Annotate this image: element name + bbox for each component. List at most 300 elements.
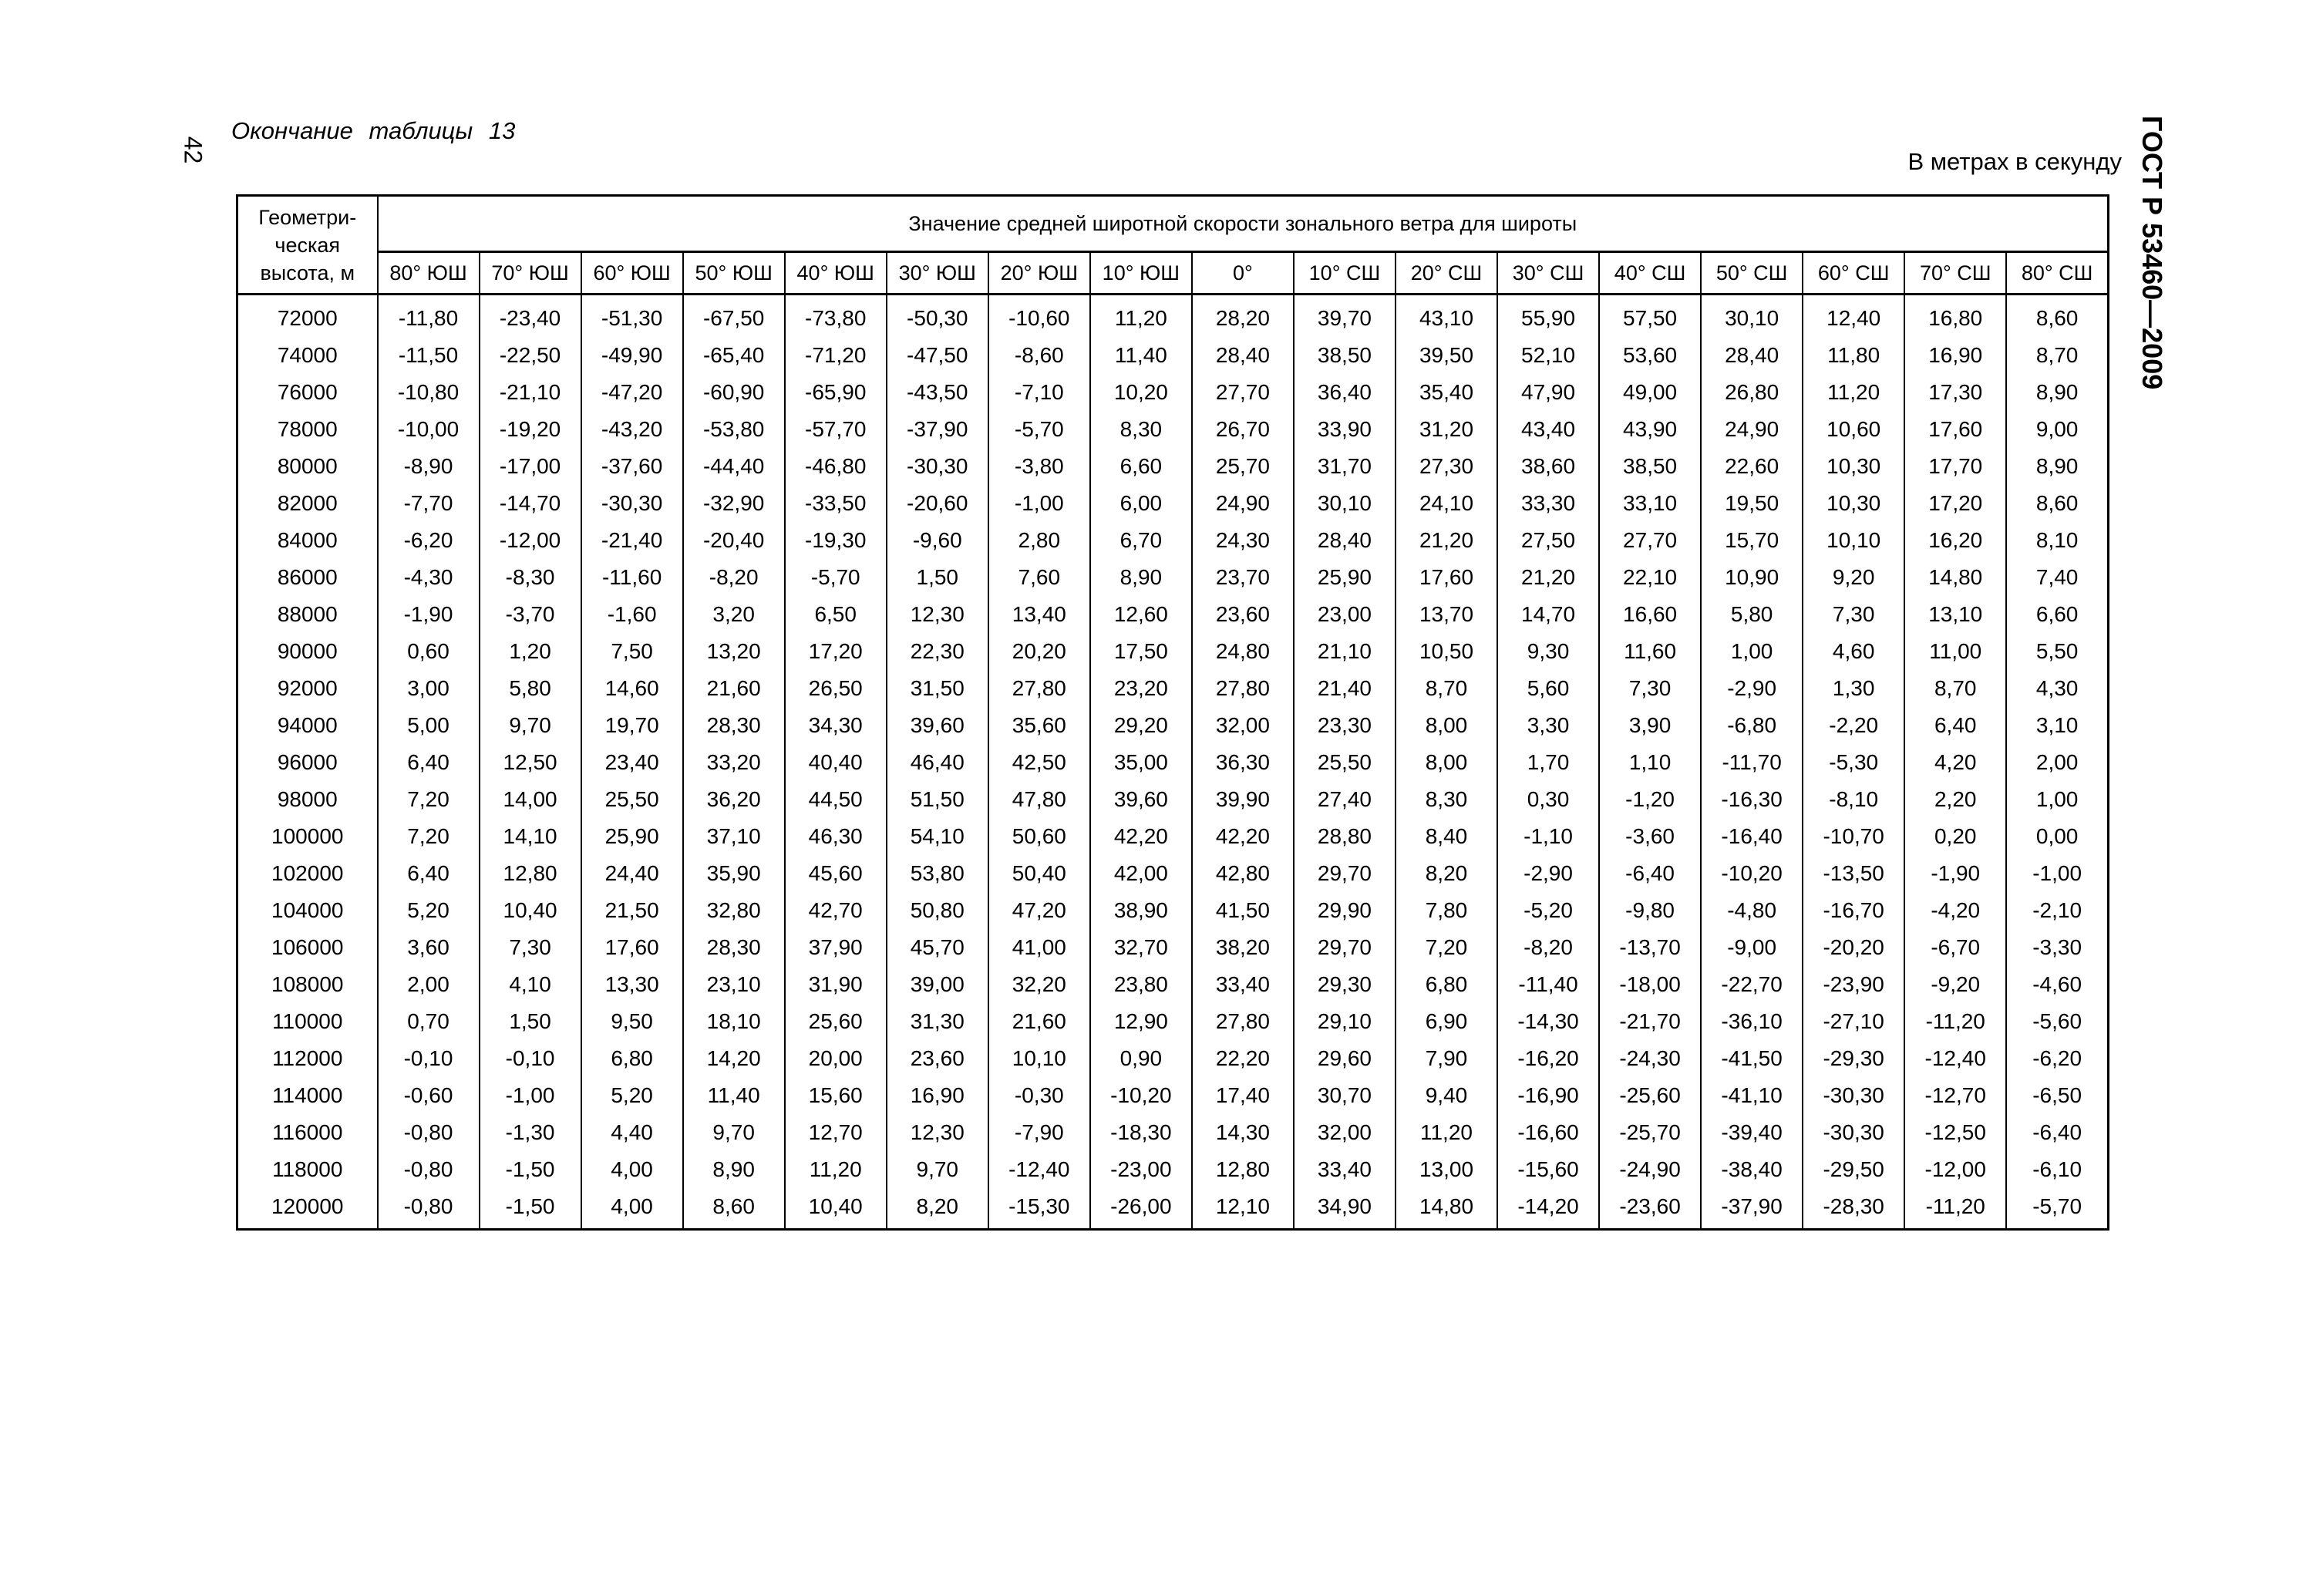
altitude-cell: 118000 — [237, 1151, 378, 1188]
value-cell: 16,80 — [1904, 295, 2006, 338]
value-cell: -37,90 — [887, 411, 988, 448]
value-cell: 25,90 — [1294, 559, 1396, 596]
value-cell: 8,90 — [2006, 448, 2108, 485]
value-cell: 7,20 — [378, 818, 480, 855]
altitude-cell: 98000 — [237, 781, 378, 818]
value-cell: 25,60 — [785, 1003, 887, 1040]
value-cell: 28,80 — [1294, 818, 1396, 855]
value-cell: 21,20 — [1497, 559, 1599, 596]
value-cell: 5,00 — [378, 707, 480, 744]
column-header: 0° — [1192, 252, 1294, 295]
value-cell: 17,50 — [1090, 633, 1192, 670]
value-cell: 43,90 — [1599, 411, 1701, 448]
table-row — [237, 374, 2109, 411]
value-cell: 11,20 — [785, 1151, 887, 1188]
value-cell: 49,00 — [1599, 374, 1701, 411]
value-cell: 11,20 — [1803, 374, 1904, 411]
value-cell: 29,20 — [1090, 707, 1192, 744]
value-cell: 44,50 — [785, 781, 887, 818]
value-cell: -1,60 — [581, 596, 683, 633]
value-cell: -2,90 — [1497, 855, 1599, 892]
value-cell: 31,20 — [1396, 411, 1497, 448]
value-cell: 8,90 — [2006, 374, 2108, 411]
value-cell: 42,20 — [1090, 818, 1192, 855]
value-cell: 19,50 — [1701, 485, 1803, 522]
value-cell: 0,60 — [378, 633, 480, 670]
value-cell: -21,40 — [581, 522, 683, 559]
value-cell: 23,60 — [887, 1040, 988, 1077]
altitude-cell: 74000 — [237, 337, 378, 374]
value-cell: 11,20 — [1090, 295, 1192, 338]
value-cell: 16,20 — [1904, 522, 2006, 559]
value-cell: 12,80 — [480, 855, 581, 892]
table-row — [237, 448, 2109, 485]
value-cell: 27,80 — [988, 670, 1090, 707]
value-cell: 7,80 — [1396, 892, 1497, 929]
value-cell: 8,70 — [1396, 670, 1497, 707]
value-cell: 11,40 — [1090, 337, 1192, 374]
value-cell: 39,90 — [1192, 781, 1294, 818]
value-cell: 7,20 — [378, 781, 480, 818]
value-cell: -1,90 — [378, 596, 480, 633]
value-cell: -37,90 — [1701, 1188, 1803, 1230]
value-cell: -13,70 — [1599, 929, 1701, 966]
value-cell: -3,80 — [988, 448, 1090, 485]
value-cell: 18,10 — [683, 1003, 785, 1040]
table-row — [237, 966, 2109, 1003]
value-cell: 55,90 — [1497, 295, 1599, 338]
value-cell: -10,00 — [378, 411, 480, 448]
value-cell: -8,20 — [1497, 929, 1599, 966]
value-cell: -60,90 — [683, 374, 785, 411]
value-cell: -0,80 — [378, 1114, 480, 1151]
value-cell: 35,90 — [683, 855, 785, 892]
altitude-cell: 110000 — [237, 1003, 378, 1040]
value-cell: 17,30 — [1904, 374, 2006, 411]
value-cell: -5,70 — [2006, 1188, 2108, 1230]
value-cell: 10,20 — [1090, 374, 1192, 411]
column-header: 70° СШ — [1904, 252, 2006, 295]
value-cell: 23,20 — [1090, 670, 1192, 707]
value-cell: 21,50 — [581, 892, 683, 929]
table-row — [237, 295, 2109, 338]
value-cell: 46,40 — [887, 744, 988, 781]
value-cell: 8,70 — [1904, 670, 2006, 707]
value-cell: -1,30 — [480, 1114, 581, 1151]
value-cell: -1,20 — [1599, 781, 1701, 818]
value-cell: -1,00 — [2006, 855, 2108, 892]
value-cell: -3,30 — [2006, 929, 2108, 966]
value-cell: -43,20 — [581, 411, 683, 448]
value-cell: 17,70 — [1904, 448, 2006, 485]
altitude-cell: 116000 — [237, 1114, 378, 1151]
column-header: 30° ЮШ — [887, 252, 988, 295]
table-row — [237, 559, 2109, 596]
value-cell: 36,40 — [1294, 374, 1396, 411]
value-cell: 17,60 — [1396, 559, 1497, 596]
value-cell: -43,50 — [887, 374, 988, 411]
table-row — [237, 781, 2109, 818]
value-cell: 0,20 — [1904, 818, 2006, 855]
value-cell: 6,50 — [785, 596, 887, 633]
value-cell: 39,60 — [1090, 781, 1192, 818]
value-cell: -3,60 — [1599, 818, 1701, 855]
value-cell: -11,60 — [581, 559, 683, 596]
value-cell: 3,00 — [378, 670, 480, 707]
value-cell: 16,90 — [1904, 337, 2006, 374]
value-cell: -36,10 — [1701, 1003, 1803, 1040]
value-cell: -0,80 — [378, 1151, 480, 1188]
value-cell: 24,90 — [1192, 485, 1294, 522]
value-cell: 33,30 — [1497, 485, 1599, 522]
value-cell: 14,00 — [480, 781, 581, 818]
value-cell: 1,00 — [2006, 781, 2108, 818]
value-cell: 7,30 — [1599, 670, 1701, 707]
value-cell: 23,70 — [1192, 559, 1294, 596]
value-cell: -39,40 — [1701, 1114, 1803, 1151]
value-cell: 11,00 — [1904, 633, 2006, 670]
value-cell: 42,70 — [785, 892, 887, 929]
value-cell: 12,90 — [1090, 1003, 1192, 1040]
value-cell: 14,70 — [1497, 596, 1599, 633]
value-cell: 8,30 — [1396, 781, 1497, 818]
value-cell: 6,60 — [2006, 596, 2108, 633]
value-cell: 17,20 — [1904, 485, 2006, 522]
table-header-row-group — [237, 196, 2109, 252]
altitude-cell: 102000 — [237, 855, 378, 892]
value-cell: 6,00 — [1090, 485, 1192, 522]
value-cell: 8,60 — [2006, 485, 2108, 522]
value-cell: -4,30 — [378, 559, 480, 596]
value-cell: 17,40 — [1192, 1077, 1294, 1114]
value-cell: 15,70 — [1701, 522, 1803, 559]
value-cell: 13,30 — [581, 966, 683, 1003]
value-cell: 8,60 — [683, 1188, 785, 1230]
altitude-cell: 106000 — [237, 929, 378, 966]
value-cell: 6,70 — [1090, 522, 1192, 559]
value-cell: 23,10 — [683, 966, 785, 1003]
value-cell: 14,30 — [1192, 1114, 1294, 1151]
value-cell: -15,60 — [1497, 1151, 1599, 1188]
value-cell: 30,10 — [1701, 295, 1803, 338]
value-cell: 9,50 — [581, 1003, 683, 1040]
altitude-cell: 80000 — [237, 448, 378, 485]
value-cell: 45,70 — [887, 929, 988, 966]
value-cell: -5,60 — [2006, 1003, 2108, 1040]
value-cell: -1,50 — [480, 1188, 581, 1230]
value-cell: -16,90 — [1497, 1077, 1599, 1114]
value-cell: 30,10 — [1294, 485, 1396, 522]
value-cell: 0,30 — [1497, 781, 1599, 818]
value-cell: -24,90 — [1599, 1151, 1701, 1188]
table-row — [237, 929, 2109, 966]
value-cell: 8,00 — [1396, 707, 1497, 744]
value-cell: -44,40 — [683, 448, 785, 485]
value-cell: -5,70 — [988, 411, 1090, 448]
value-cell: 10,50 — [1396, 633, 1497, 670]
value-cell: -53,80 — [683, 411, 785, 448]
value-cell: 8,00 — [1396, 744, 1497, 781]
value-cell: 27,40 — [1294, 781, 1396, 818]
value-cell: -1,10 — [1497, 818, 1599, 855]
value-cell: -7,10 — [988, 374, 1090, 411]
value-cell: -12,00 — [1904, 1151, 2006, 1188]
value-cell: 26,50 — [785, 670, 887, 707]
value-cell: 53,80 — [887, 855, 988, 892]
value-cell: 3,10 — [2006, 707, 2108, 744]
value-cell: -9,20 — [1904, 966, 2006, 1003]
table-row — [237, 855, 2109, 892]
value-cell: -57,70 — [785, 411, 887, 448]
value-cell: -26,00 — [1090, 1188, 1192, 1230]
table-row — [237, 485, 2109, 522]
value-cell: 8,30 — [1090, 411, 1192, 448]
value-cell: 54,10 — [887, 818, 988, 855]
value-cell: 3,30 — [1497, 707, 1599, 744]
value-cell: -16,40 — [1701, 818, 1803, 855]
value-cell: 46,30 — [785, 818, 887, 855]
value-cell: -51,30 — [581, 295, 683, 338]
value-cell: 38,20 — [1192, 929, 1294, 966]
value-cell: 4,00 — [581, 1151, 683, 1188]
value-cell: -67,50 — [683, 295, 785, 338]
value-cell: -0,30 — [988, 1077, 1090, 1114]
value-cell: -16,60 — [1497, 1114, 1599, 1151]
altitude-cell: 72000 — [237, 295, 378, 338]
value-cell: 5,80 — [480, 670, 581, 707]
value-cell: 39,60 — [887, 707, 988, 744]
value-cell: 42,20 — [1192, 818, 1294, 855]
value-cell: 39,50 — [1396, 337, 1497, 374]
value-cell: 25,70 — [1192, 448, 1294, 485]
value-cell: -9,60 — [887, 522, 988, 559]
value-cell: 11,60 — [1599, 633, 1701, 670]
value-cell: 38,50 — [1294, 337, 1396, 374]
value-cell: 16,60 — [1599, 596, 1701, 633]
page-number: 42 — [179, 136, 207, 164]
value-cell: 9,70 — [887, 1151, 988, 1188]
altitude-cell: 78000 — [237, 411, 378, 448]
value-cell: 8,60 — [2006, 295, 2108, 338]
value-cell: 13,10 — [1904, 596, 2006, 633]
value-cell: 33,20 — [683, 744, 785, 781]
value-cell: 28,20 — [1192, 295, 1294, 338]
value-cell: 47,90 — [1497, 374, 1599, 411]
value-cell: 20,20 — [988, 633, 1090, 670]
value-cell: 10,30 — [1803, 448, 1904, 485]
value-cell: -28,30 — [1803, 1188, 1904, 1230]
value-cell: -14,20 — [1497, 1188, 1599, 1230]
value-cell: 9,40 — [1396, 1077, 1497, 1114]
value-cell: 39,70 — [1294, 295, 1396, 338]
value-cell: -6,50 — [2006, 1077, 2108, 1114]
value-cell: 38,50 — [1599, 448, 1701, 485]
column-header: 80° СШ — [2006, 252, 2108, 295]
value-cell: -23,60 — [1599, 1188, 1701, 1230]
value-cell: 29,70 — [1294, 855, 1396, 892]
value-cell: 34,90 — [1294, 1188, 1396, 1230]
value-cell: -4,60 — [2006, 966, 2108, 1003]
value-cell: 1,50 — [887, 559, 988, 596]
value-cell: -1,00 — [988, 485, 1090, 522]
value-cell: 51,50 — [887, 781, 988, 818]
value-cell: -3,70 — [480, 596, 581, 633]
table-row — [237, 707, 2109, 744]
value-cell: -30,30 — [1803, 1077, 1904, 1114]
value-cell: 32,70 — [1090, 929, 1192, 966]
value-cell: -5,30 — [1803, 744, 1904, 781]
value-cell: 5,20 — [378, 892, 480, 929]
value-cell: -11,20 — [1904, 1188, 2006, 1230]
stub-header: Геометри-ческая высота, м — [237, 196, 378, 295]
standard-number: ГОСТ Р 53460—2009 — [2136, 116, 2168, 390]
table-row — [237, 522, 2109, 559]
value-cell: 12,40 — [1803, 295, 1904, 338]
value-cell: -10,80 — [378, 374, 480, 411]
value-cell: 23,30 — [1294, 707, 1396, 744]
value-cell: 6,40 — [1904, 707, 2006, 744]
value-cell: 11,40 — [683, 1077, 785, 1114]
column-header: 80° ЮШ — [378, 252, 480, 295]
value-cell: 4,00 — [581, 1188, 683, 1230]
value-cell: 27,30 — [1396, 448, 1497, 485]
column-header: 70° ЮШ — [480, 252, 581, 295]
value-cell: 7,20 — [1396, 929, 1497, 966]
value-cell: -6,20 — [2006, 1040, 2108, 1077]
value-cell: 22,30 — [887, 633, 988, 670]
value-cell: -8,60 — [988, 337, 1090, 374]
value-cell: 24,80 — [1192, 633, 1294, 670]
value-cell: -19,20 — [480, 411, 581, 448]
value-cell: 8,70 — [2006, 337, 2108, 374]
value-cell: 11,20 — [1396, 1114, 1497, 1151]
value-cell: 21,10 — [1294, 633, 1396, 670]
value-cell: -49,90 — [581, 337, 683, 374]
altitude-cell: 100000 — [237, 818, 378, 855]
column-header: 40° СШ — [1599, 252, 1701, 295]
value-cell: 9,20 — [1803, 559, 1904, 596]
value-cell: -10,20 — [1701, 855, 1803, 892]
value-cell: 43,10 — [1396, 295, 1497, 338]
value-cell: -14,30 — [1497, 1003, 1599, 1040]
value-cell: 6,40 — [378, 744, 480, 781]
table-row — [237, 1114, 2109, 1151]
value-cell: 24,90 — [1701, 411, 1803, 448]
value-cell: -18,30 — [1090, 1114, 1192, 1151]
value-cell: 22,20 — [1192, 1040, 1294, 1077]
value-cell: -11,20 — [1904, 1003, 2006, 1040]
value-cell: -47,50 — [887, 337, 988, 374]
value-cell: 10,10 — [1803, 522, 1904, 559]
value-cell: 7,30 — [1803, 596, 1904, 633]
value-cell: -7,90 — [988, 1114, 1090, 1151]
value-cell: 31,30 — [887, 1003, 988, 1040]
value-cell: -10,20 — [1090, 1077, 1192, 1114]
value-cell: -15,30 — [988, 1188, 1090, 1230]
value-cell: 13,20 — [683, 633, 785, 670]
units-note: В метрах в секунду — [1907, 148, 2122, 175]
value-cell: 19,70 — [581, 707, 683, 744]
value-cell: -13,50 — [1803, 855, 1904, 892]
column-header: 50° ЮШ — [683, 252, 785, 295]
table-row — [237, 670, 2109, 707]
value-cell: 4,10 — [480, 966, 581, 1003]
value-cell: 4,30 — [2006, 670, 2108, 707]
value-cell: 6,90 — [1396, 1003, 1497, 1040]
value-cell: 6,80 — [581, 1040, 683, 1077]
value-cell: 14,60 — [581, 670, 683, 707]
value-cell: 1,00 — [1701, 633, 1803, 670]
value-cell: 27,80 — [1192, 1003, 1294, 1040]
table-row — [237, 411, 2109, 448]
altitude-cell: 84000 — [237, 522, 378, 559]
value-cell: -16,20 — [1497, 1040, 1599, 1077]
value-cell: 32,20 — [988, 966, 1090, 1003]
altitude-cell: 88000 — [237, 596, 378, 633]
value-cell: 7,90 — [1396, 1040, 1497, 1077]
column-header: 30° СШ — [1497, 252, 1599, 295]
value-cell: 6,80 — [1396, 966, 1497, 1003]
value-cell: -8,90 — [378, 448, 480, 485]
value-cell: -1,00 — [480, 1077, 581, 1114]
value-cell: -37,60 — [581, 448, 683, 485]
value-cell: 8,20 — [1396, 855, 1497, 892]
value-cell: -10,70 — [1803, 818, 1904, 855]
value-cell: -65,90 — [785, 374, 887, 411]
value-cell: 41,50 — [1192, 892, 1294, 929]
value-cell: 29,10 — [1294, 1003, 1396, 1040]
altitude-cell: 86000 — [237, 559, 378, 596]
value-cell: -5,20 — [1497, 892, 1599, 929]
column-header: 60° ЮШ — [581, 252, 683, 295]
value-cell: 3,90 — [1599, 707, 1701, 744]
value-cell: 17,60 — [1904, 411, 2006, 448]
value-cell: 2,00 — [378, 966, 480, 1003]
value-cell: 12,80 — [1192, 1151, 1294, 1188]
value-cell: 33,10 — [1599, 485, 1701, 522]
value-cell: -1,90 — [1904, 855, 2006, 892]
value-cell: 1,30 — [1803, 670, 1904, 707]
value-cell: -0,10 — [378, 1040, 480, 1077]
altitude-cell: 108000 — [237, 966, 378, 1003]
value-cell: 41,00 — [988, 929, 1090, 966]
value-cell: -20,20 — [1803, 929, 1904, 966]
value-cell: 12,60 — [1090, 596, 1192, 633]
altitude-cell: 90000 — [237, 633, 378, 670]
value-cell: 27,50 — [1497, 522, 1599, 559]
value-cell: 28,40 — [1701, 337, 1803, 374]
value-cell: 10,90 — [1701, 559, 1803, 596]
value-cell: 31,50 — [887, 670, 988, 707]
value-cell: -30,30 — [1803, 1114, 1904, 1151]
value-cell: 0,70 — [378, 1003, 480, 1040]
value-cell: 42,00 — [1090, 855, 1192, 892]
value-cell: 12,70 — [785, 1114, 887, 1151]
value-cell: 13,40 — [988, 596, 1090, 633]
column-header: 40° ЮШ — [785, 252, 887, 295]
altitude-cell: 82000 — [237, 485, 378, 522]
value-cell: 1,70 — [1497, 744, 1599, 781]
value-cell: -38,40 — [1701, 1151, 1803, 1188]
value-cell: 26,70 — [1192, 411, 1294, 448]
value-cell: -41,50 — [1701, 1040, 1803, 1077]
value-cell: 15,60 — [785, 1077, 887, 1114]
value-cell: 29,70 — [1294, 929, 1396, 966]
value-cell: 9,70 — [480, 707, 581, 744]
value-cell: -8,10 — [1803, 781, 1904, 818]
value-cell: 14,80 — [1904, 559, 2006, 596]
value-cell: 21,40 — [1294, 670, 1396, 707]
